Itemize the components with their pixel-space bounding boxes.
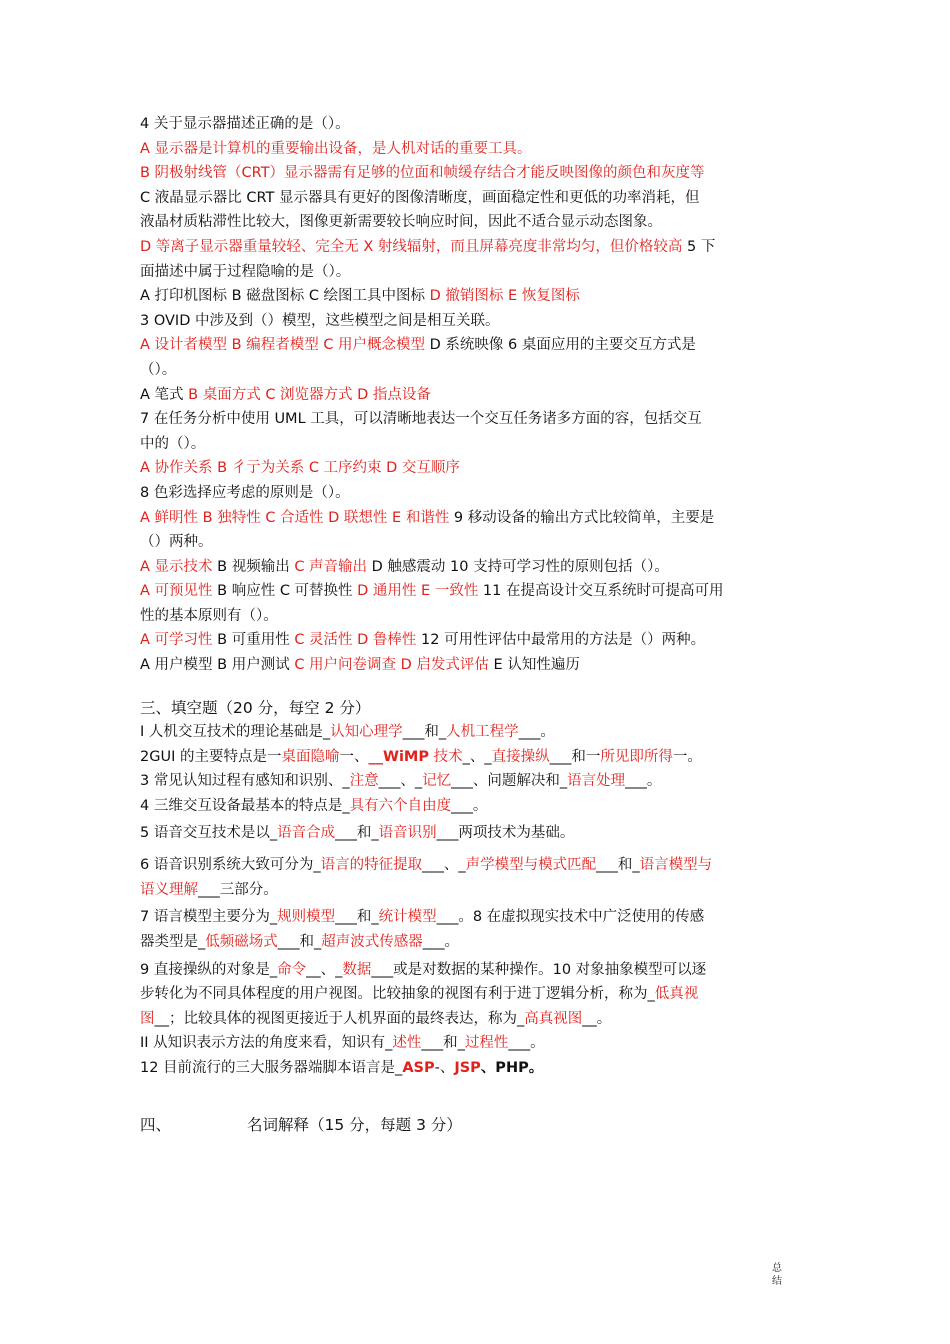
question-6-cont: （）。 (140, 361, 177, 378)
section-4-number: 四、 (140, 1116, 172, 1134)
fill-1 (140, 720, 812, 745)
q6-option-c: C 浏览器方式 (265, 386, 353, 403)
q7-option-a: A 协作关系 (140, 460, 213, 477)
text: ___。 (451, 798, 488, 815)
q5-option-d: D 撤销图标 (429, 288, 504, 305)
text: ___。 (625, 773, 662, 790)
answer: 桌面隐喻 (281, 748, 340, 765)
answer: 注意 (349, 773, 379, 790)
fill-4 (140, 794, 812, 819)
answer: 命令 (277, 961, 307, 978)
text: ___两项技术为基础。 (436, 824, 575, 841)
q8-option-e: E 和谐性 (392, 509, 450, 526)
q6-option-b: B 桌面方式 (188, 386, 261, 403)
q8-option-c: C 合适性 (265, 509, 324, 526)
q8-options (140, 506, 812, 531)
answer: 语言的特征提取 (320, 857, 423, 874)
q6-option-d: D 指点设备 (357, 386, 431, 403)
question-7: 7 在任务分析中使用 UML 工具，可以清晰地表达一个交互任务诸多方面的容，包括交互 (140, 411, 702, 428)
fill-6 (140, 853, 812, 878)
fill-6-cont (140, 878, 812, 903)
q11-option-d: D 鲁棒性 (357, 632, 417, 649)
question-11: 11 在提高设计交互系统时可提高可用 (478, 583, 724, 600)
text: 一。 (672, 748, 702, 765)
q11-option-a: A 可学习性 (140, 632, 213, 649)
answer: 规则模型 (277, 909, 336, 926)
answer: 图 (140, 1010, 155, 1027)
question-12: 12 可用性评估中最常用的方法是（）两种。 (416, 632, 706, 649)
text: 12 目前流行的三大服务器端脚本语言是_ (140, 1059, 403, 1076)
text: ___或是对数据的某种操作。10 对象抽象模型可以逐 (371, 961, 707, 978)
q10-options (140, 579, 812, 604)
q5-option-a: A 打印机图标 (140, 288, 228, 305)
fill-8 (140, 930, 812, 955)
fill-5 (140, 821, 812, 846)
question-6: 6 桌面应用的主要交互方式是 (508, 337, 696, 354)
text: ___和_ (277, 934, 322, 950)
q11-options (140, 628, 812, 653)
q5-options (140, 284, 812, 309)
text: I 人机交互技术的理论基础是_ (140, 724, 331, 741)
question-9-cont: （）两种。 (140, 534, 213, 551)
fill-10-cont (140, 1007, 812, 1032)
text: ___和_ (335, 824, 379, 841)
q4-option-d-q5 (140, 235, 812, 260)
text: 3 常见认知过程有感知和识别、_ (140, 773, 350, 790)
question-7-cont: 中的（）。 (140, 435, 206, 452)
q5-option-e: E 恢复图标 (508, 288, 580, 305)
answer: 低频磁场式 (205, 934, 278, 950)
q8-option-a: A 鲜明性 (140, 509, 199, 526)
text: 和一 (571, 748, 601, 765)
text: II 从知识表示方法的角度来看，知识有_ (140, 1035, 393, 1052)
answer: 具有六个自由度 (349, 798, 452, 815)
q10-option-a: A 可预见性 (140, 583, 213, 600)
question-9: 9 移动设备的输出方式比较简单，主要是 (449, 509, 715, 526)
text: ___三部分。 (198, 881, 278, 898)
answer: ASP (402, 1059, 435, 1076)
page-footer (770, 1262, 784, 1288)
footer-char: 总 (772, 1263, 782, 1274)
fill-12 (140, 1056, 812, 1081)
answer: __WiMP (368, 748, 429, 765)
question-10: 10 支持可学习性的原则包括（）。 (445, 558, 669, 575)
answer: 超声波式传感器 (321, 934, 423, 950)
answer: 语音合成 (277, 824, 336, 841)
q9-option-b: B 视频输出 (217, 558, 290, 575)
answer: 技术 (429, 748, 463, 765)
q10-option-e: E 一致性 (421, 583, 479, 600)
q10-option-c: C 可替换性 (279, 583, 353, 600)
fill-9 (140, 958, 812, 983)
text: ___和_ (402, 724, 447, 741)
fill-2 (140, 745, 812, 770)
text: ___和_ (335, 909, 379, 926)
question-5-cont: 面描述中属于过程隐喻的是（）。 (140, 263, 351, 280)
text: 9 直接操纵的对象是_ (140, 961, 278, 978)
fill-11 (140, 1031, 812, 1056)
text: ___ (549, 748, 572, 765)
answer: 语言模型与 (639, 857, 713, 874)
q10-option-d: D 通用性 (357, 583, 417, 600)
answer: 低真视 (654, 986, 699, 1003)
answer: JSP (454, 1059, 481, 1076)
text: ___、_ (378, 773, 423, 790)
fill-3 (140, 769, 812, 794)
text: ___。 (422, 934, 459, 950)
answer: 所见即所得 (600, 748, 673, 765)
q7-option-d: D 交互顺序 (386, 460, 460, 477)
q8-option-d: D 联想性 (328, 509, 388, 526)
q9-options (140, 555, 812, 580)
q5-option-c: C 绘图工具中图标 (308, 288, 426, 305)
q12-option-e: E 认知性遍历 (493, 657, 580, 674)
answer: 记忆 (422, 773, 452, 790)
q12-options (140, 653, 812, 678)
question-4: 4 关于显示器描述正确的是（）。 (140, 116, 350, 132)
answer: 直接操纵 (491, 748, 550, 765)
question-5: 5 下 (682, 238, 716, 255)
q7-options (140, 456, 812, 481)
fill-7 (140, 905, 812, 930)
answer: 数据 (342, 961, 372, 978)
text: 2GUI 的主要特点是一 (140, 748, 282, 765)
answer: 高真视图 (524, 1010, 583, 1027)
section-4-title: 名词解释（15 分，每题 3 分） (247, 1116, 462, 1134)
q12-option-d: D 启发式评估 (400, 657, 489, 674)
text: ___、_ (422, 857, 466, 874)
q4-option-c-line2: 液晶材质粘滞性比较大，图像更新需要较长响应时间，因此不适合显示动态图象。 (140, 214, 662, 231)
answer: 声学模型与模式匹配 (465, 857, 597, 874)
q4-option-a: A 显示器是计算机的重要输出设备，是人机对话的重要工具。 (140, 140, 532, 157)
text: ___。 (508, 1035, 545, 1052)
text: 、PHP。 (480, 1059, 544, 1076)
q9-option-c: C 声音输出 (294, 558, 368, 575)
footer-char: 结 (772, 1276, 782, 1287)
q7-option-b: B 彳亍为关系 (217, 460, 305, 477)
q11-option-c: C 灵活性 (294, 632, 353, 649)
q4-option-b: B 阴极射线管（CRT）显示器需有足够的位面和帧缓存结合才能反映图像的颜色和灰度等 (140, 165, 705, 182)
text: 4 三维交互设备最基本的特点是_ (140, 798, 350, 815)
text: ___和_ (596, 857, 640, 874)
answer: 述性 (392, 1035, 422, 1052)
document-body (140, 112, 812, 1081)
text: -、 (434, 1059, 455, 1076)
q10-option-b: B 响应性 (217, 583, 276, 600)
question-8: 8 色彩选择应考虑的原则是（）。 (140, 484, 350, 501)
answer: 语言处理 (567, 773, 626, 790)
text: ___。 (518, 724, 555, 741)
question-3: 3 OVID 中涉及到（）模型，这些模型之间是相互关联。 (140, 312, 500, 329)
section-3-heading: 三、填空题（20 分，每空 2 分） (140, 698, 371, 717)
q3-option-a: A 设计者模型 (140, 337, 228, 354)
answer: 语义理解 (140, 881, 198, 898)
q6-options (140, 383, 812, 408)
text: _、_ (462, 748, 492, 765)
text: 步转化为不同具体程度的用户视图。比较抽象的视图有利于进丁逻辑分析，称为_ (140, 986, 655, 1003)
section-4-heading (140, 1112, 462, 1138)
question-11-cont: 性的基本原则有（）。 (140, 607, 278, 624)
q6-option-a: A 笔式 (140, 386, 184, 403)
q3-option-b: B 编程者模型 (231, 337, 319, 354)
q11-option-b: B 可重用性 (217, 632, 290, 649)
q8-option-b: B 独特性 (202, 509, 261, 526)
fill-10 (140, 982, 812, 1007)
q3-option-d: D 系统映像 (429, 337, 504, 354)
text: 6 语音识别系统大致可分为_ (140, 857, 321, 874)
answer: 语音识别 (378, 824, 437, 841)
text: ___和_ (421, 1035, 465, 1052)
q12-option-a: A 用户模型 (140, 657, 213, 674)
text: ___。8 在虚拟现实技术中广泛使用的传感 (436, 909, 705, 926)
q4-option-d: D 等离子显示器重量较轻、完全无 X 射线辐射，而且屏幕亮度非常均匀，但价格较高 (140, 238, 683, 255)
answer: 认知心理学 (330, 724, 403, 741)
q12-option-b: B 用户测试 (217, 657, 290, 674)
text: 器类型是_ (140, 934, 206, 950)
q3-option-c: C 用户概念模型 (323, 337, 426, 354)
text: __、_ (306, 961, 343, 978)
text: ___、问题解决和_ (451, 773, 568, 790)
text: __；比较具体的视图更接近于人机界面的最终表达，称为_ (154, 1010, 525, 1027)
q9-option-a: A 显示技术 (140, 558, 213, 575)
answer: 统计模型 (378, 909, 437, 926)
q5-option-b: B 磁盘图标 (231, 288, 305, 305)
text: 7 语言模型主要分为_ (140, 909, 278, 926)
q7-option-c: C 工序约束 (308, 460, 382, 477)
answer: 过程性 (464, 1035, 509, 1052)
text: 一、 (339, 748, 369, 765)
q12-option-c: C 用户问卷调查 (294, 657, 397, 674)
text: __。 (582, 1010, 612, 1027)
answer: 人机工程学 (446, 724, 519, 741)
q3-options (140, 333, 812, 358)
text: 5 语音交互技术是以_ (140, 824, 278, 841)
q9-option-d: D 触感震动 (371, 558, 446, 575)
q4-option-c-line1: C 液晶显示器比 CRT 显示器具有更好的图像清晰度，画面稳定性和更低的功率消耗，但 (140, 189, 700, 206)
